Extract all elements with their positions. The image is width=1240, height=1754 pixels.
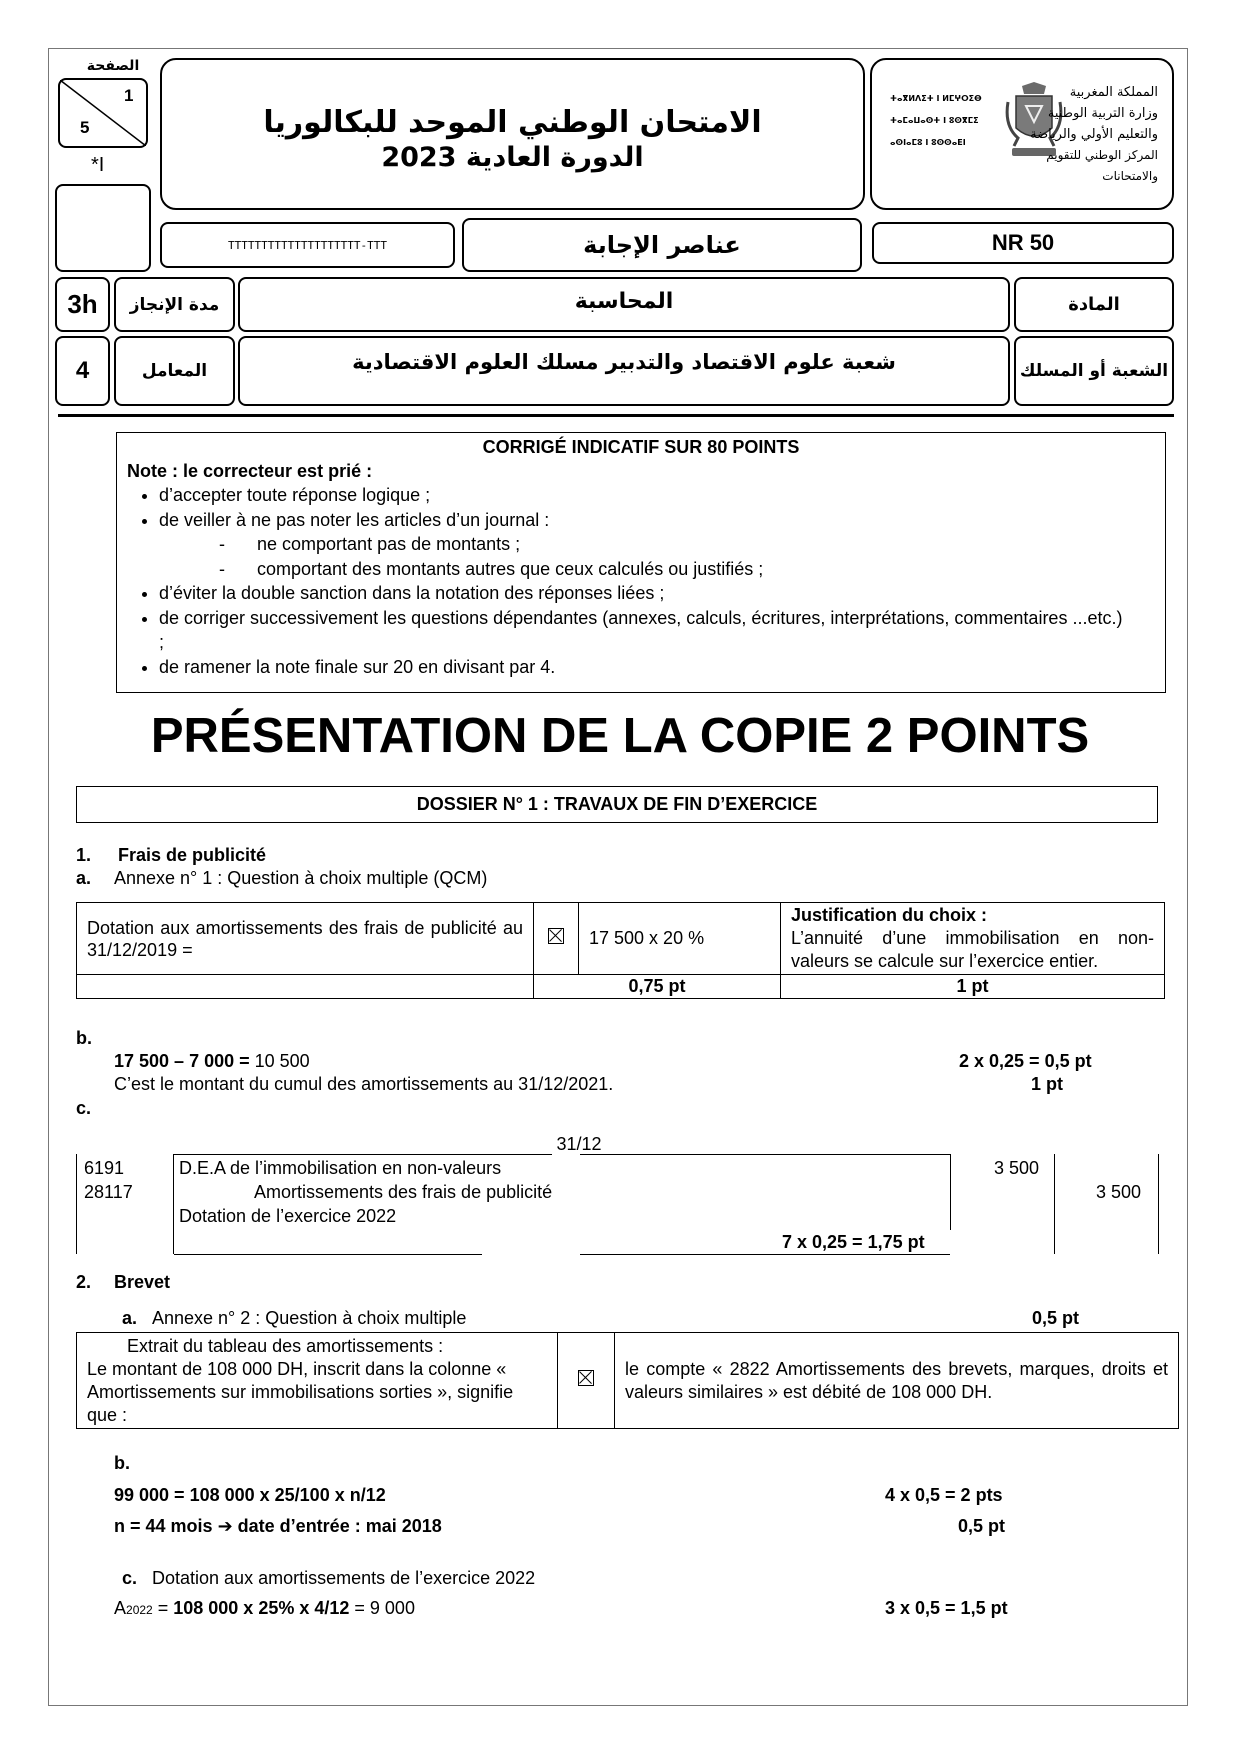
qcm1-pts-justif bbox=[781, 975, 1165, 999]
coef-label-box bbox=[114, 336, 235, 406]
s1-heading: Frais de publicité bbox=[118, 845, 267, 865]
qcm1-question-text: Dotation aux amortissements des frais de publicité au 31/12/2019 = bbox=[87, 917, 523, 960]
ministry-line-1: المملكة المغربية bbox=[1069, 85, 1158, 100]
duration-label-box bbox=[114, 277, 235, 332]
s2-b-pts1: 4 x 0,5 = 2 pts bbox=[885, 1485, 1003, 1505]
note-subitem: - ne comportant pas de montants ; bbox=[219, 532, 1165, 557]
journal-label-col bbox=[173, 1154, 174, 1254]
journal-left-border bbox=[76, 1154, 77, 1254]
s1-heading-num: 1. bbox=[76, 845, 92, 865]
justif-text: L’annuité d’une immobilisation en non-valeurs se calcule sur l’exercice entier. bbox=[791, 928, 1154, 971]
duration-label: مدة الإنجاز bbox=[129, 294, 220, 315]
ministry-arabic bbox=[1028, 82, 1158, 187]
duration-value: 3h bbox=[67, 289, 98, 319]
qcm1-pts-choice bbox=[534, 975, 781, 999]
b-line2-a: n = 44 mois bbox=[114, 1516, 213, 1536]
exam-title-box bbox=[160, 58, 865, 210]
s2-a-label: a. bbox=[122, 1308, 138, 1328]
s2-c-pts: 3 x 0,5 = 1,5 pt bbox=[885, 1598, 1008, 1618]
s1-b-text: C’est le montant du cumul des amortissements au 31/12/2021. bbox=[114, 1074, 614, 1094]
s2-b-label: b. bbox=[114, 1453, 130, 1473]
note-item: • d’accepter toute réponse logique ; bbox=[159, 483, 1165, 508]
qcm2-question-text: Le montant de 108 000 DH, inscrit dans la colonne « Amortissements sur immobilisations sorties », signifie que : bbox=[87, 1358, 514, 1425]
tifinagh-line-2: ⵜⴰⵎⴰⵡⴰⵙⵜ ⵏ ⵓⵙⴳⵎⵉ bbox=[890, 116, 979, 125]
s1-b-calc bbox=[114, 1051, 310, 1072]
journal-line-2: Amortissements des frais de publicité bbox=[254, 1182, 553, 1202]
subject-label: المادة bbox=[1068, 294, 1120, 315]
qcm2-checkbox-cell bbox=[558, 1333, 615, 1429]
qcm-table-2 bbox=[76, 1332, 1179, 1429]
c-calc-result: = 9 000 bbox=[349, 1598, 415, 1618]
journal-bottom-rule-right bbox=[580, 1254, 950, 1255]
qcm2-question-title: Extrait du tableau des amortissements : bbox=[127, 1335, 444, 1356]
journal-acct-debit: 6191 bbox=[84, 1158, 125, 1178]
ministry-tifinagh bbox=[890, 88, 1010, 154]
qcm2-question bbox=[77, 1333, 558, 1429]
note-item: • de ramener la note finale sur 20 en divisant par 4. bbox=[159, 655, 1165, 680]
subject-box bbox=[238, 277, 1010, 332]
page-indicator bbox=[55, 58, 151, 178]
note-title: CORRIGÉ INDICATIF SUR 80 POINTS bbox=[482, 437, 800, 457]
journal-entry bbox=[76, 1130, 1166, 1254]
s2-b-pts2: 0,5 pt bbox=[958, 1516, 1006, 1536]
subject-label-box bbox=[1014, 277, 1174, 332]
tifinagh-line-3: ⴰⵙⵏⴰⵎⵓ ⵏ ⵓⵙⵙⴰⴹⵏ bbox=[890, 138, 966, 147]
checkbox-checked-icon[interactable] bbox=[548, 928, 564, 944]
page-total: 5 bbox=[80, 118, 90, 137]
exam-session: الدورة العادية 2023 bbox=[381, 142, 644, 173]
note-intro: Note : le correcteur est prié : bbox=[127, 461, 373, 481]
exam-variant: *I bbox=[91, 154, 105, 176]
page-label: الصفحة bbox=[86, 58, 140, 74]
s2-heading-num: 2. bbox=[76, 1272, 92, 1292]
note-item-text: de veiller à ne pas noter les articles d’un journal : bbox=[159, 509, 550, 530]
qcm1-choice: 17 500 x 20 % bbox=[579, 903, 781, 975]
journal-debit-col bbox=[1054, 1154, 1055, 1254]
journal-label-col-right bbox=[950, 1154, 951, 1230]
justif-title: Justification du choix : bbox=[791, 905, 988, 925]
coef-value: 4 bbox=[75, 357, 90, 384]
s2-b-line1: 99 000 = 108 000 x 25/100 x n/12 bbox=[114, 1485, 386, 1505]
answer-elements-title: عناصر الإجابة bbox=[583, 231, 741, 259]
ministry-line-2: وزارة التربية الوطنية bbox=[1047, 106, 1158, 121]
journal-date-rule-left bbox=[174, 1154, 552, 1155]
coef-value-box bbox=[55, 336, 110, 406]
tifinagh-line-1: ⵜⴰⴳⵍⴷⵉⵜ ⵏ ⵍⵎⵖⵔⵉⴱ bbox=[890, 94, 982, 103]
code-text: TTTTTTTTTTTTTTTTTTTT-TTT bbox=[228, 238, 387, 252]
branch-name: شعبة علوم الاقتصاد والتدبير مسلك العلوم الاقتصادية bbox=[352, 350, 896, 374]
arrow-right-icon: ➔ bbox=[217, 1516, 233, 1537]
s2-heading: Brevet bbox=[114, 1272, 171, 1292]
ministry-box bbox=[870, 58, 1174, 210]
note-subitem: - comportant des montants autres que ceux calculés ou justifiés ; bbox=[219, 557, 1165, 582]
journal-debit: 3 500 bbox=[994, 1158, 1040, 1178]
s2-c-calc bbox=[114, 1598, 415, 1619]
s1-b-pts1: 2 x 0,25 = 0,5 pt bbox=[959, 1051, 1092, 1071]
qcm2-answer-text: le compte « 2822 Amortissements des brevets, marques, droits et valeurs similaires » est débité de 108 000 DH. bbox=[625, 1358, 1168, 1402]
journal-date: 31/12 bbox=[556, 1134, 602, 1154]
presentation-heading: PRÉSENTATION DE LA COPIE 2 POINTS bbox=[150, 709, 1090, 763]
qcm1-justification bbox=[781, 903, 1165, 975]
journal-credit: 3 500 bbox=[1096, 1182, 1142, 1202]
qcm2-answer bbox=[615, 1333, 1179, 1429]
journal-credit-col bbox=[1158, 1154, 1159, 1254]
journal-bottom-rule-left bbox=[174, 1254, 482, 1255]
qcm1-empty bbox=[77, 975, 534, 999]
coef-label: المعامل bbox=[141, 361, 208, 381]
s1-b-pts2: 1 pt bbox=[1031, 1074, 1064, 1094]
qcm1-question bbox=[77, 903, 534, 975]
page-number: 1 bbox=[124, 86, 134, 105]
pts-justif: 1 pt bbox=[956, 976, 989, 996]
page-number-box bbox=[58, 78, 148, 148]
s2-b-line2 bbox=[114, 1516, 442, 1537]
c-calc-sub: 2022 bbox=[126, 1603, 153, 1617]
dossier-title: DOSSIER N° 1 : TRAVAUX DE FIN D’EXERCICE bbox=[416, 794, 818, 814]
ref-code: NR 50 bbox=[991, 230, 1055, 255]
checkbox-checked-icon[interactable] bbox=[578, 1370, 594, 1386]
s1-b-label: b. bbox=[76, 1028, 92, 1048]
s1-a-label: a. bbox=[76, 868, 92, 888]
ministry-line-3: والتعليم الأولي والرياضة bbox=[1030, 127, 1158, 142]
branch-box bbox=[238, 336, 1010, 406]
journal-acct-credit: 28117 bbox=[84, 1182, 133, 1202]
branch-label-box bbox=[1014, 336, 1174, 406]
exam-title: الامتحان الوطني الموحد للبكالوريا bbox=[263, 105, 762, 140]
qcm-table-1 bbox=[76, 902, 1165, 999]
subject-name: المحاسبة bbox=[574, 289, 674, 314]
journal-date-rule-right bbox=[580, 1154, 950, 1155]
s2-c-label: c. bbox=[122, 1568, 138, 1588]
s2-c-text: Dotation aux amortissements de l’exercice 2022 bbox=[152, 1568, 536, 1588]
journal-pts: 7 x 0,25 = 1,75 pt bbox=[782, 1232, 925, 1252]
c-calc-eq: = bbox=[152, 1598, 174, 1618]
correction-note-box bbox=[116, 432, 1166, 693]
journal-line-3: Dotation de l’exercice 2022 bbox=[179, 1206, 397, 1226]
s1-a-text: Annexe n° 1 : Question à choix multiple (QCM) bbox=[114, 868, 488, 888]
branch-label: الشعبة أو المسلك bbox=[1019, 361, 1169, 381]
journal-line-1: D.E.A de l’immobilisation en non-valeurs bbox=[179, 1158, 502, 1178]
answer-elements-box bbox=[462, 218, 862, 272]
c-calc-bold: 108 000 x 25% x 4/12 bbox=[173, 1598, 350, 1618]
code-box bbox=[160, 222, 455, 268]
b-line2-b: date d’entrée : mai 2018 bbox=[237, 1516, 442, 1536]
c-calc-prefix: A bbox=[114, 1598, 127, 1618]
dossier-title-box bbox=[76, 786, 1158, 823]
note-item bbox=[159, 508, 1165, 582]
note-item: • d’éviter la double sanction dans la notation des réponses liées ; bbox=[159, 581, 1165, 606]
note-item: • de corriger successivement les questions dépendantes (annexes, calculs, écritures, interprétations, commentaires ...etc.) ; bbox=[159, 606, 1165, 655]
note-sublist bbox=[159, 532, 1165, 581]
s2-a-pts: 0,5 pt bbox=[1032, 1308, 1080, 1328]
b-calc-bold: 17 500 – 7 000 = bbox=[114, 1051, 250, 1071]
pts-choice: 0,75 pt bbox=[628, 976, 686, 996]
s1-c-label: c. bbox=[76, 1098, 92, 1118]
duration-value-box bbox=[55, 277, 110, 332]
note-list bbox=[117, 483, 1165, 679]
blank-box bbox=[55, 184, 151, 272]
qcm1-checkbox-cell bbox=[534, 903, 579, 975]
b-calc-result: 10 500 bbox=[254, 1051, 310, 1071]
s2-a-text: Annexe n° 2 : Question à choix multiple bbox=[152, 1308, 467, 1328]
ref-box bbox=[872, 222, 1174, 264]
ministry-line-4: المركز الوطني للتقويم والامتحانات bbox=[1046, 148, 1158, 183]
header-rule bbox=[58, 414, 1174, 417]
